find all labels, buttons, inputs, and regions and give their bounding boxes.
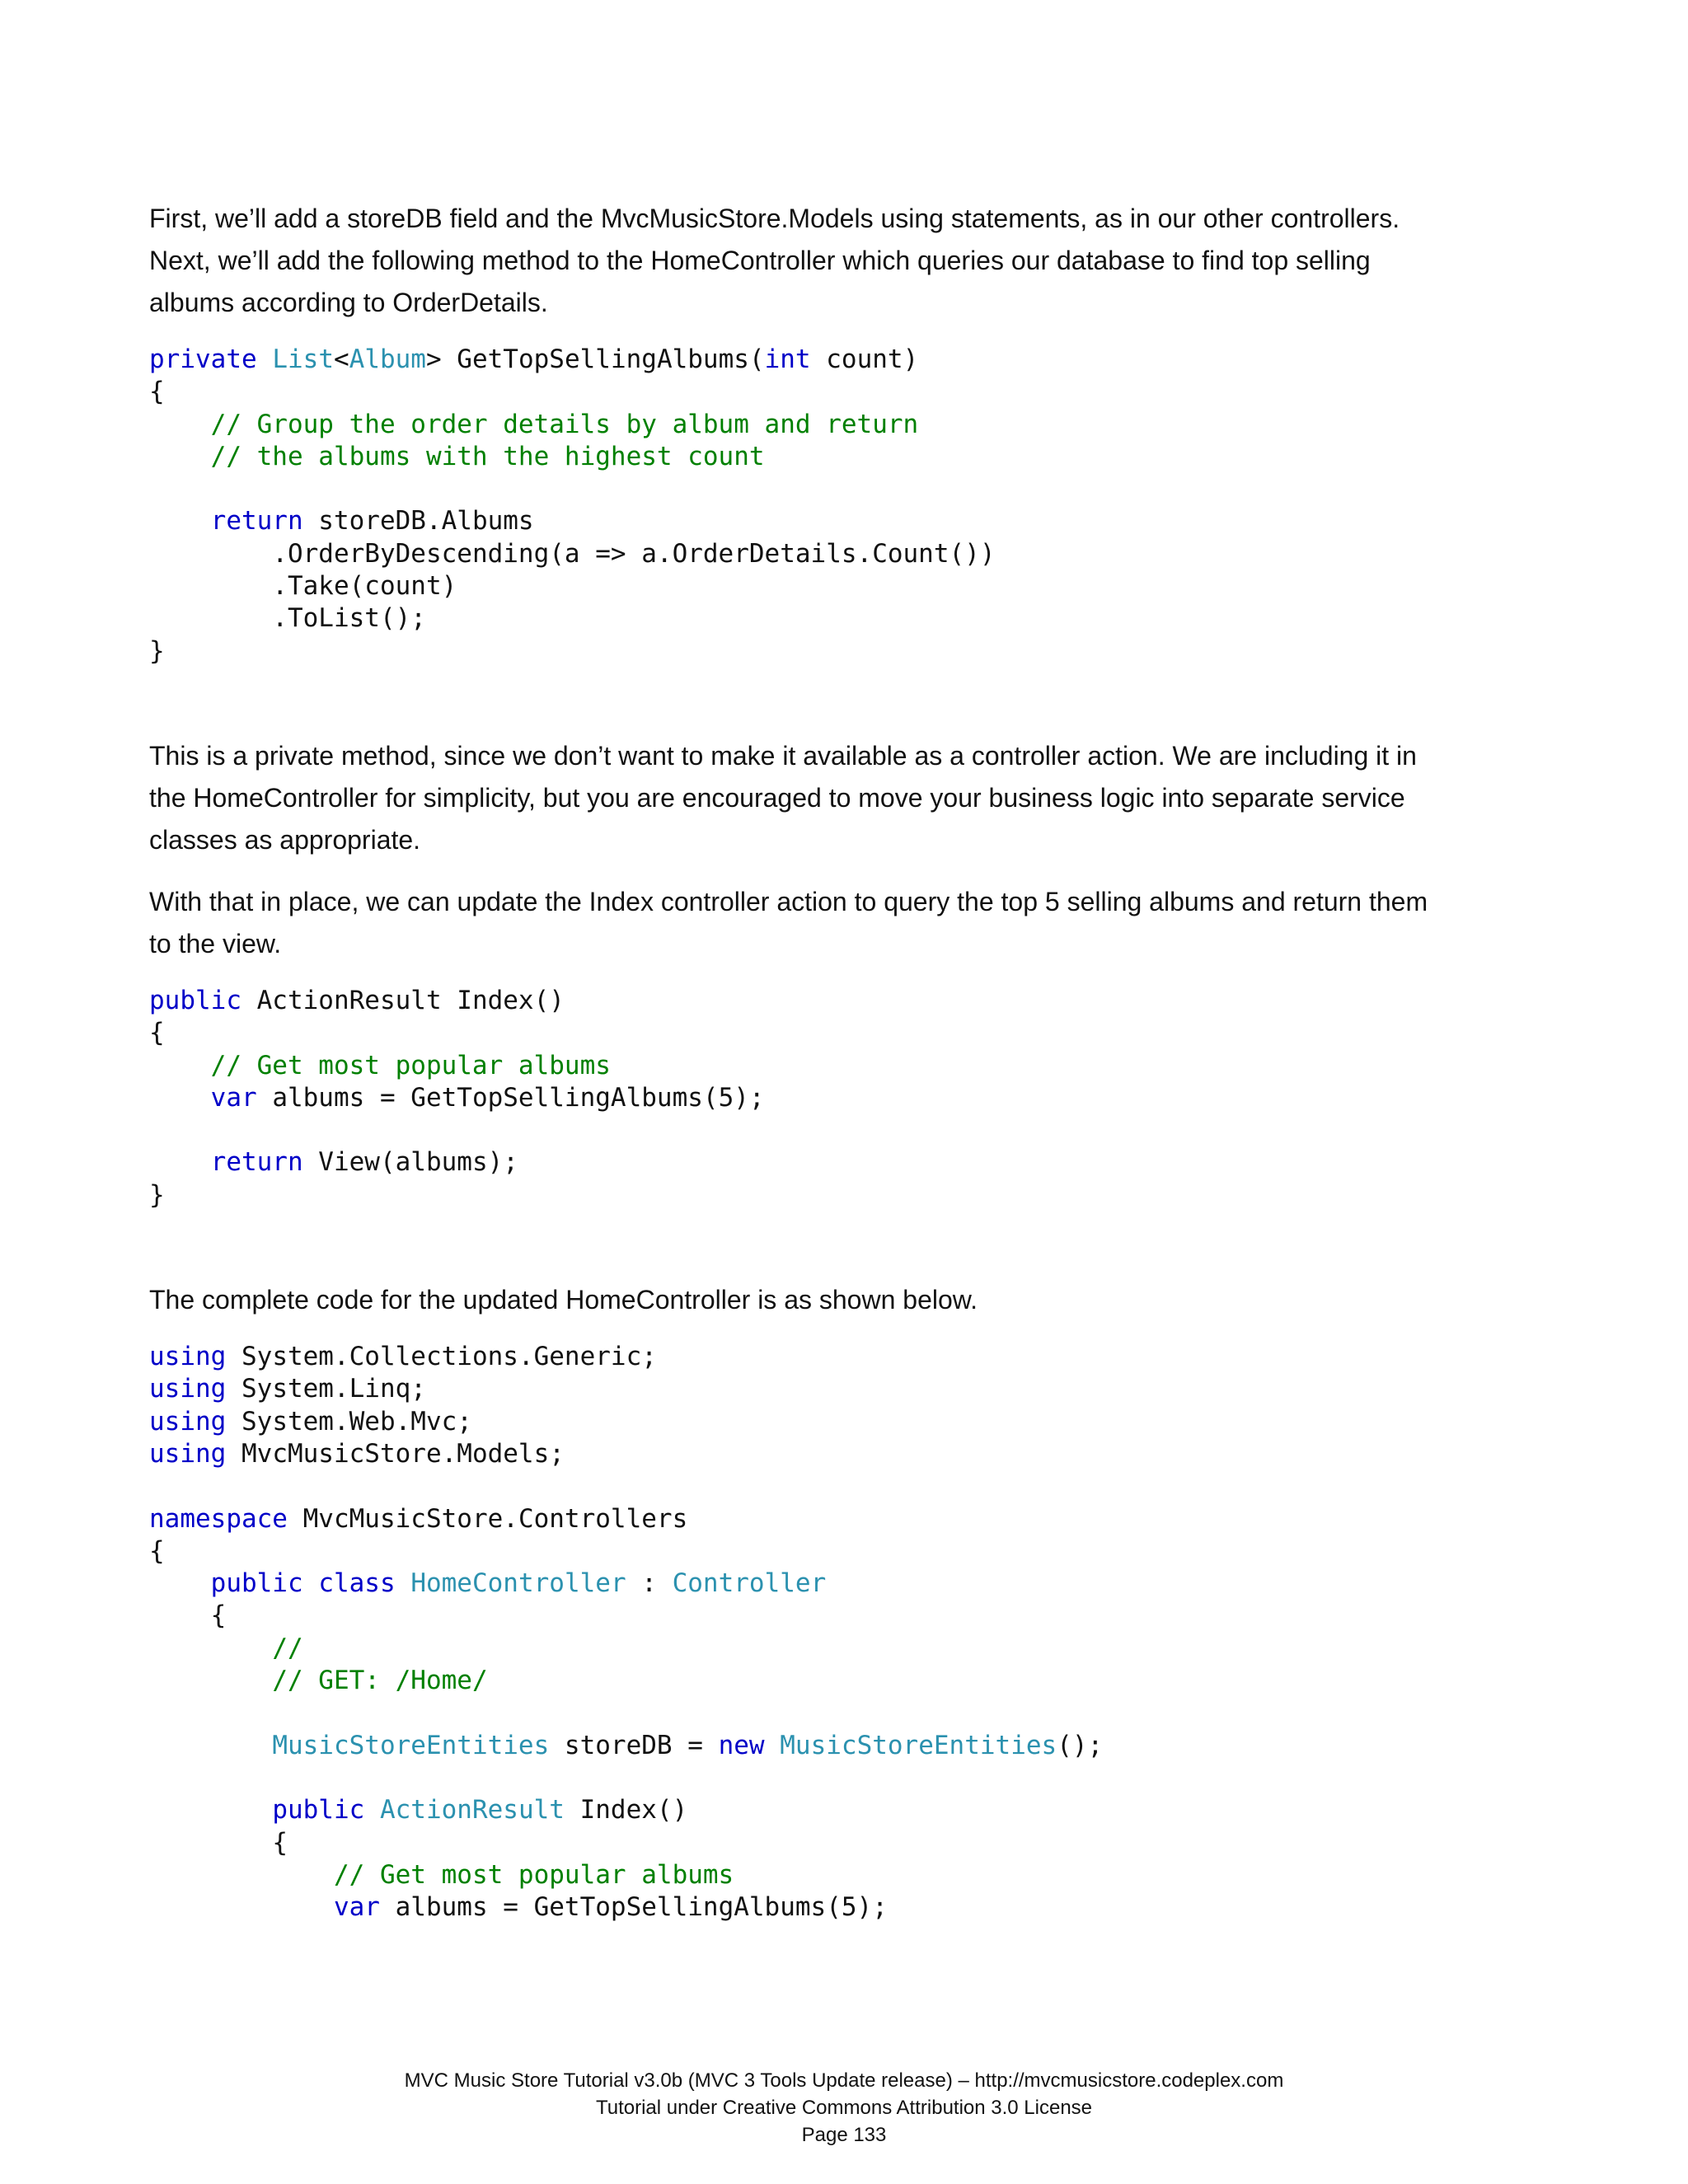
- type-name: Controller: [672, 1568, 827, 1599]
- code-text: .ToList();: [272, 603, 426, 634]
- type-name: Album: [349, 344, 426, 374]
- explanation-paragraph: [149, 735, 1542, 861]
- code-text: storeDB.Albums: [302, 506, 534, 537]
- code-line: [149, 1082, 1542, 1114]
- code-block-index-action: [149, 985, 1542, 1212]
- code-text: {: [272, 1827, 288, 1858]
- code-line: }: [149, 635, 165, 666]
- keyword: var: [333, 1892, 380, 1923]
- code-text: <: [333, 344, 349, 374]
- code-line: [149, 570, 1542, 602]
- keyword: namespace: [149, 1503, 288, 1534]
- type-name: HomeController: [410, 1568, 626, 1599]
- code-block-get-top-selling: [149, 344, 1542, 668]
- code-line: [149, 1373, 1542, 1405]
- code-text: {: [210, 1601, 227, 1631]
- code-text: storeDB =: [549, 1730, 719, 1760]
- paragraph-line: This is a private method, since we don’t want to make it available as a controller action. We are including it in: [149, 740, 1417, 771]
- comment-text: //: [272, 1633, 303, 1663]
- code-comment: [149, 409, 1542, 441]
- code-line: [149, 602, 1542, 635]
- paragraph-line: Next, we’ll add the following method to the HomeController which queries our database to find top selling: [149, 246, 1371, 275]
- keyword: var: [210, 1082, 257, 1113]
- page-content: [149, 198, 1542, 1924]
- paragraph-line: classes as appropriate.: [149, 824, 421, 855]
- code-line: [149, 344, 1542, 376]
- paragraph-line: With that in place, we can update the Index controller action to query the top 5 selling albums and return them: [149, 886, 1428, 916]
- code-line: [149, 1146, 1542, 1179]
- code-line: {: [149, 1535, 165, 1566]
- code-line: [149, 1438, 1542, 1470]
- code-blank-line: [149, 473, 1542, 505]
- paragraph-line: the HomeController for simplicity, but you are encouraged to move your business logic into separate service: [149, 782, 1405, 813]
- keyword: using: [149, 1342, 227, 1372]
- code-line: [149, 985, 1542, 1017]
- code-line: [149, 1503, 1542, 1535]
- code-text: albums = GetTopSellingAlbums(5);: [256, 1082, 765, 1113]
- code-text: System.Linq;: [226, 1374, 426, 1404]
- code-comment: [149, 441, 1542, 473]
- code-line: [149, 1406, 1542, 1438]
- code-text: System.Collections.Generic;: [226, 1342, 657, 1372]
- code-text: Index(): [564, 1795, 688, 1825]
- code-line: [149, 1568, 1542, 1600]
- page-footer: [0, 2067, 1688, 2149]
- keyword: return: [210, 1147, 303, 1178]
- keyword: using: [149, 1374, 227, 1404]
- code-line: [149, 1827, 1542, 1859]
- code-line: {: [149, 377, 165, 407]
- code-blank-line: [149, 1114, 1542, 1146]
- keyword: int: [764, 344, 811, 374]
- code-text: > GetTopSellingAlbums(: [425, 344, 765, 374]
- code-text: ActionResult Index(): [241, 985, 565, 1015]
- code-line: [149, 1794, 1542, 1826]
- keyword: public: [149, 985, 241, 1015]
- code-comment: [149, 1665, 1542, 1697]
- keyword: new: [718, 1730, 765, 1760]
- code-comment: [149, 1859, 1542, 1891]
- page-number: Page 133: [801, 2124, 887, 2146]
- code-blank-line: [149, 1762, 1542, 1794]
- code-text: ();: [1057, 1730, 1104, 1760]
- update-index-paragraph: [149, 881, 1542, 965]
- type-name: ActionResult: [379, 1795, 565, 1825]
- code-line: {: [149, 1018, 165, 1048]
- code-text: MvcMusicStore.Models;: [226, 1438, 565, 1469]
- type-name: MusicStoreEntities: [272, 1730, 550, 1760]
- code-blank-line: [149, 1697, 1542, 1729]
- comment-text: // GET: /Home/: [272, 1666, 488, 1696]
- code-text: albums = GetTopSellingAlbums(5);: [379, 1892, 888, 1923]
- code-block-home-controller: [149, 1341, 1542, 1924]
- code-text: View(albums);: [302, 1147, 518, 1178]
- code-comment: [149, 1050, 1542, 1082]
- code-text: MvcMusicStore.Controllers: [287, 1503, 688, 1534]
- intro-paragraph: [149, 198, 1542, 324]
- code-text: :: [626, 1568, 673, 1599]
- code-line: }: [149, 1179, 165, 1210]
- comment-text: // the albums with the highest count: [210, 441, 765, 471]
- code-text: count): [810, 344, 919, 374]
- keyword: using: [149, 1406, 227, 1436]
- keyword: public: [272, 1795, 365, 1825]
- comment-text: // Get most popular albums: [333, 1859, 734, 1890]
- footer-tutorial-line: MVC Music Store Tutorial v3.0b (MVC 3 Tools Update release) – http://mvcmusicstore.codeplex.com: [404, 2069, 1284, 2092]
- comment-text: // Get most popular albums: [210, 1050, 611, 1080]
- code-comment: [149, 1633, 1542, 1665]
- type-name: MusicStoreEntities: [780, 1730, 1057, 1760]
- code-text: System.Web.Mvc;: [226, 1406, 472, 1436]
- code-line: [149, 505, 1542, 537]
- keyword: class: [318, 1568, 396, 1599]
- code-line: [149, 1600, 1542, 1632]
- code-line: [149, 1891, 1542, 1924]
- footer-license-line: Tutorial under Creative Commons Attribution 3.0 License: [595, 2097, 1093, 2119]
- comment-text: // Group the order details by album and return: [210, 409, 919, 439]
- keyword: private: [149, 344, 257, 374]
- code-line: [149, 1730, 1542, 1762]
- code-text: .OrderByDescending(a => a.OrderDetails.Count()): [272, 538, 996, 569]
- keyword: public: [210, 1568, 303, 1599]
- paragraph-line: First, we’ll add a storeDB field and the MvcMusicStore.Models using statements, as in our other controllers.: [149, 204, 1400, 233]
- keyword: return: [210, 506, 303, 537]
- keyword: using: [149, 1438, 227, 1469]
- code-line: [149, 538, 1542, 570]
- code-blank-line: [149, 1470, 1542, 1502]
- type-name: List: [272, 344, 334, 374]
- paragraph-line: The complete code for the updated HomeController is as shown below.: [149, 1285, 978, 1315]
- complete-code-paragraph: [149, 1279, 1542, 1321]
- code-line: [149, 1341, 1542, 1373]
- paragraph-line: to the view.: [149, 928, 282, 958]
- paragraph-line: albums according to OrderDetails.: [149, 288, 548, 317]
- code-text: .Take(count): [272, 571, 457, 602]
